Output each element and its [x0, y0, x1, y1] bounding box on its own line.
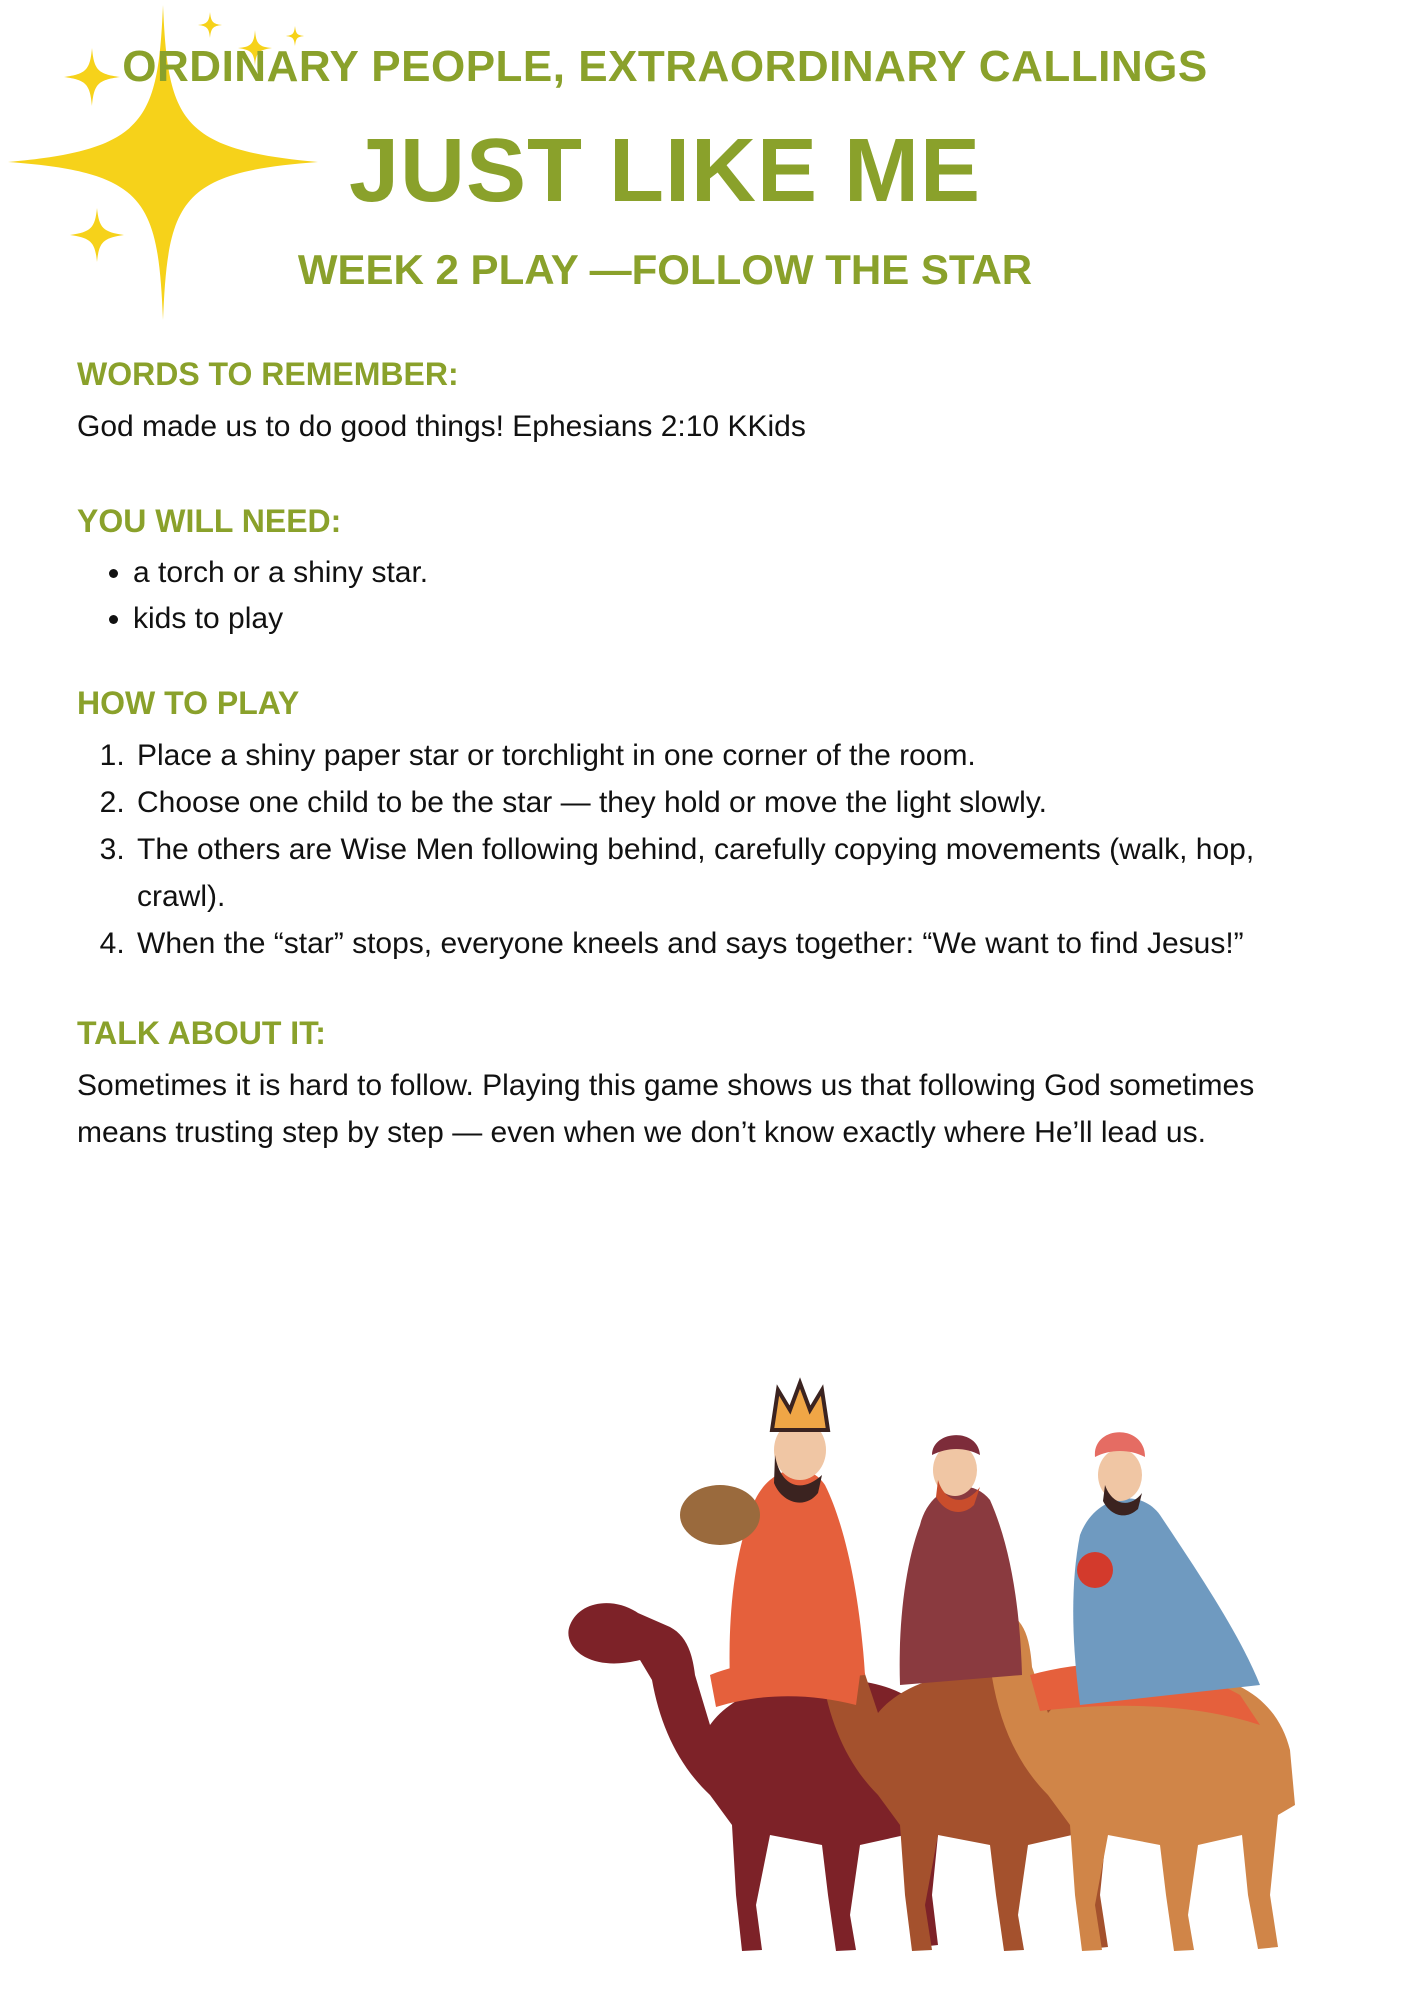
talk-about-it-section [77, 1015, 1337, 1156]
section-heading: TALK ABOUT IT: [77, 1015, 326, 1051]
page-title: JUST LIKE ME [348, 121, 982, 221]
section-heading: WORDS TO REMEMBER: [77, 356, 459, 392]
words-to-remember-section [77, 356, 1337, 450]
supplies-list [77, 550, 1337, 642]
how-to-play-section [77, 685, 1337, 967]
section-heading: HOW TO PLAY [77, 685, 300, 721]
page-subtitle: WEEK 2 PLAY —FOLLOW THE STAR [297, 246, 1033, 293]
wise-man-2-icon [900, 1435, 1022, 1685]
series-title: ORDINARY PEOPLE, EXTRAORDINARY CALLINGS [122, 42, 1208, 91]
you-will-need-section [77, 503, 1337, 642]
list-item: 3. The others are Wise Men following behind, carefully copying movements (walk, hop, crawl). [133, 826, 1337, 920]
list-item: 1. Place a shiny paper star or torchlight in one corner of the room. [133, 732, 1337, 779]
list-item: 2. Choose one child to be the star — they hold or move the light slowly. [133, 779, 1337, 826]
wise-men-camels-illustration [560, 1375, 1360, 1975]
memory-verse: God made us to do good things! Ephesians 2:10 KKids [77, 410, 806, 443]
section-heading: YOU WILL NEED: [77, 503, 342, 539]
tiny-star-icon [198, 12, 222, 38]
discussion-text: Sometimes it is hard to follow. Playing this game shows us that following God sometimes means trusting step by step — even when we don’t know exactly where He’ll lead us. [77, 1069, 1255, 1149]
list-item: • kids to play [133, 596, 1337, 642]
steps-list [77, 732, 1337, 967]
list-item: • a torch or a shiny star. [133, 550, 1337, 596]
wise-man-1-icon [680, 1383, 865, 1687]
list-item: 4. When the “star” stops, everyone kneels and says together: “We want to find Jesus!” [133, 920, 1337, 967]
wise-man-3-icon [1073, 1432, 1260, 1705]
